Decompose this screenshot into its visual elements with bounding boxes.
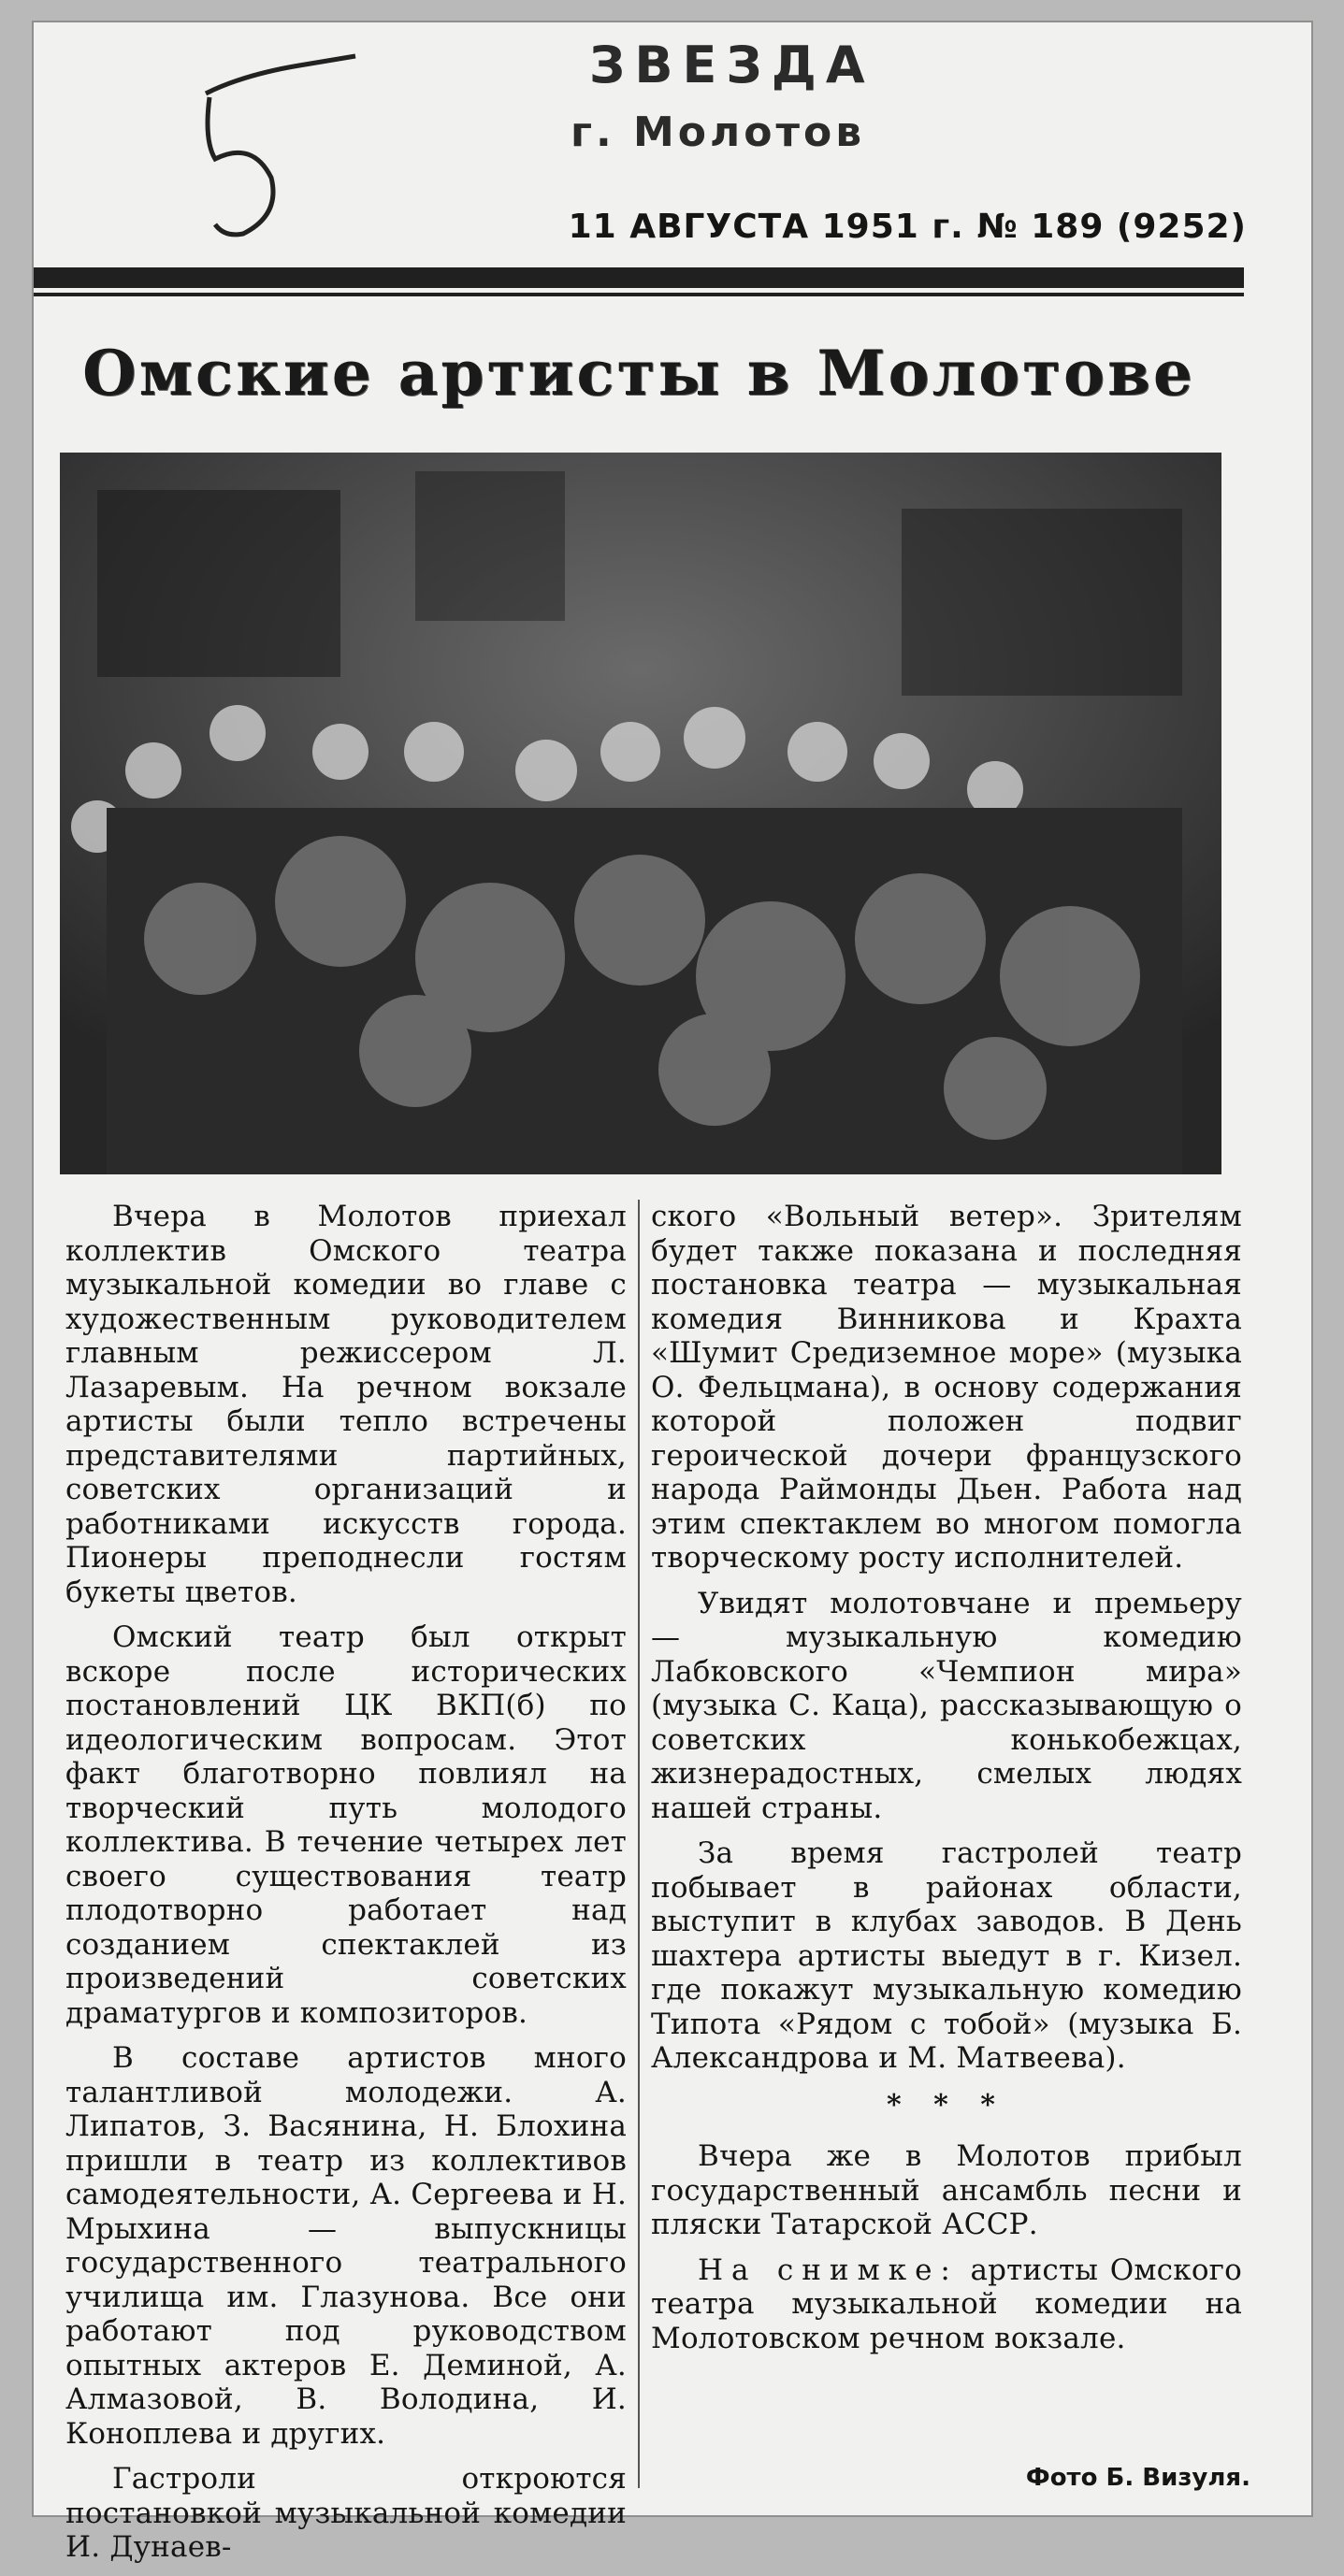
photo-caption <box>651 2253 1242 2356</box>
paragraph-tatar-ensemble: Вчера же в Молотов прибыл государственный ансамбль песни и пляски Татарской АССР. <box>651 2139 1242 2241</box>
publication-stamp <box>561 36 879 166</box>
caption-text: артисты Омского театра музыкальной комедии на Молотовском речном вокзале. <box>651 2252 1242 2355</box>
caption-label: На снимке: <box>698 2252 959 2287</box>
paragraph-tour-regions: За время гастролей театр побывает в районах области, выступит в клубах заводов. В День шахтера артисты выедут в г. Кизел. где покажут музыкальную комедию Типота «Рядом с тобой» (музыка Б. Александрова и М. Матвеева). <box>651 1836 1242 2075</box>
paragraph-premiere: Увидят молотовчане и премьеру — музыкальную комедию Лабковского «Чемпион мира» (музыка С. Каца), рассказывающую о советских конькобежцах, жизнерадостных, смелых людях нашей страны. <box>651 1586 1242 1825</box>
handwritten-number-5 <box>187 37 374 243</box>
issue-dateline: 11 АВГУСТА 1951 г. № 189 (9252) <box>568 208 1247 246</box>
paragraph-continuation: ского «Вольный ветер». Зрителям будет также показана и последняя постановка театра — музыкальная комедия Винникова и Крахта «Шумит Средиземное море» (музыка О. Фельцмана), в основу содержания которой положен подвиг героической дочери французского народа Раймонды Дьен. Работа над этим спектаклем во многом помогла творческому росту исполнителей. <box>651 1200 1242 1575</box>
paragraph-cast: В составе артистов много талантливой молодежи. А. Липатов, З. Васянина, Н. Блохина пришли в театр из коллективов самодеятельности, А. Сергеева и Н. Мрыхина — выпускницы государственного театрального училища им. Глазунова. Все они работают под руководством опытных актеров Е. Деминой, А. Алмазовой, В. Володина, И. Коноплева и других. <box>65 2041 627 2451</box>
column-divider <box>638 1200 640 2488</box>
paragraph-theatre-history: Омский театр был открыт вскоре после исторических постановлений ЦК ВКП(б) по идеологическим вопросам. Этот факт благотворно повлиял на творческий путь молодого коллектива. В течение четырех лет своего существования театр плодотворно работает над созданием спектаклей из произведений советских драматургов и композиторов. <box>65 1620 627 2030</box>
paragraph-tour-opening: Гастроли откроются постановкой музыкальной комедии И. Дунаев- <box>65 2462 627 2564</box>
header-rule-thin <box>34 293 1244 296</box>
section-separator: * * * <box>887 2088 1006 2122</box>
photo-credit: Фото Б. Визуля. <box>1025 2464 1250 2492</box>
article-right-column <box>651 1200 1242 2367</box>
paragraph-arrival: Вчера в Молотов приехал коллектив Омского театра музыкальной комедии во главе с художественным руководителем главным режиссером Л. Лазаревым. На речном вокзале артисты были тепло встречены представителями партийных, советских организаций и работниками искусств города. Пионеры преподнесли гостям букеты цветов. <box>65 1200 627 1609</box>
group-photo-icon <box>60 453 1221 1174</box>
article-headline: Омские артисты в Молотове <box>82 337 1195 410</box>
header-rule <box>34 267 1244 288</box>
stamp-city: г. Молотов <box>571 108 866 156</box>
stamp-newspaper-name: ЗВЕЗДА <box>589 36 874 94</box>
article-left-column <box>65 1200 627 2576</box>
article-photo <box>60 453 1221 1174</box>
